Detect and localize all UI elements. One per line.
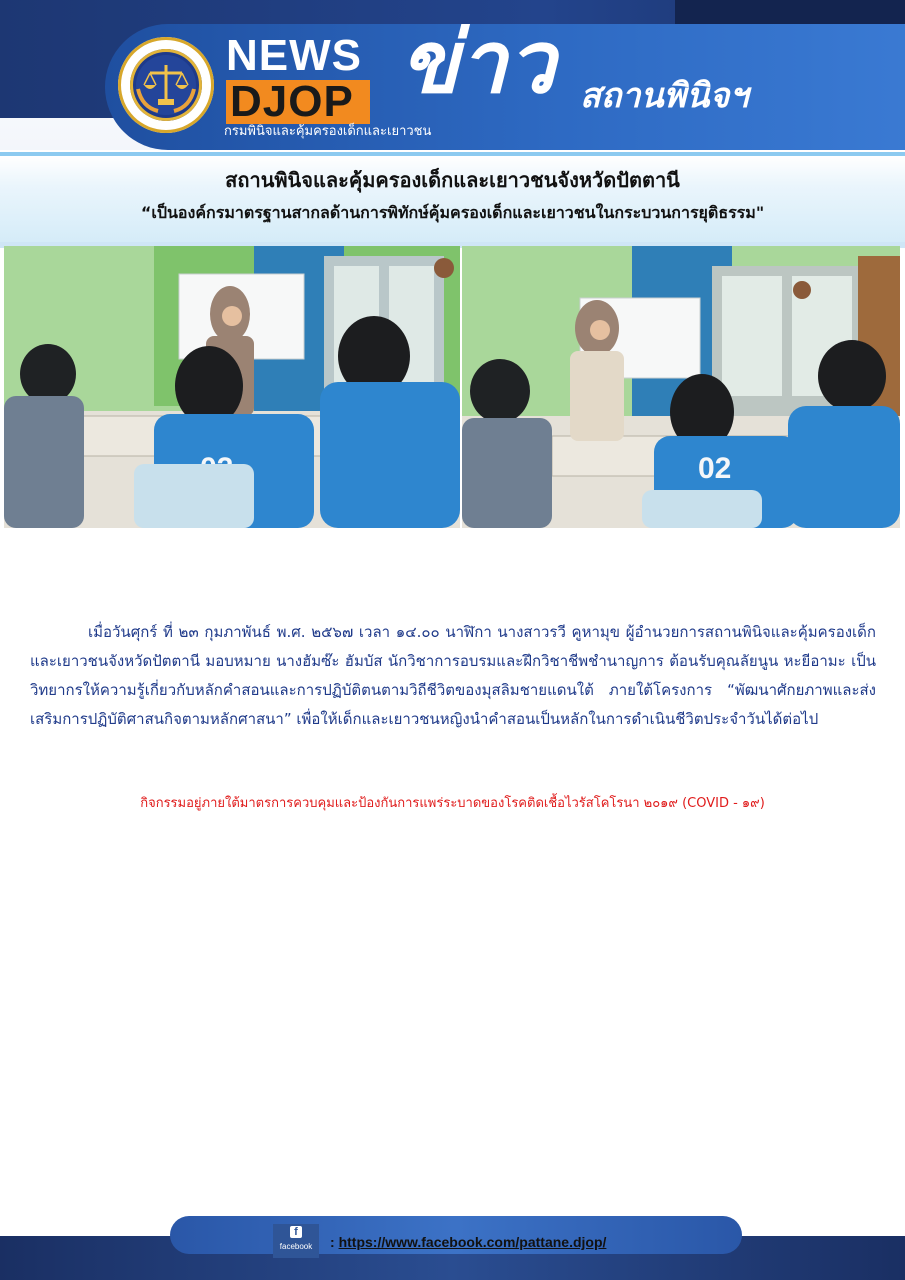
scales-emblem-icon bbox=[130, 49, 202, 121]
page-subtitle: “เป็นองค์กรมาตรฐานสากลด้านการพิทักษ์คุ้มครองเด็กและเยาวชนในกระบวนการยุติธรรม" bbox=[140, 203, 765, 222]
khao-calligraphy: ข่าว bbox=[400, 12, 556, 113]
facebook-f-icon: f bbox=[290, 1226, 302, 1238]
page-title: สถานพินิจและคุ้มครองเด็กและเยาวชนจังหวัดปัตตานี bbox=[225, 168, 680, 192]
djop-wordmark: DJOP bbox=[230, 77, 354, 126]
header-banner bbox=[0, 0, 905, 150]
photo-lecture-right bbox=[462, 246, 900, 528]
jersey-number-right: 02 bbox=[698, 452, 732, 485]
news-wordmark: NEWS bbox=[226, 31, 362, 80]
sathan-pinit-calligraphy: สถานพินิจฯ bbox=[580, 76, 749, 116]
facebook-link[interactable] bbox=[330, 1232, 606, 1252]
covid-notice: กิจกรรมอยู่ภายใต้มาตรการควบคุมและป้องกันการแพร่ระบาดของโรคติดเชื้อไวรัสโคโรนา ๒๐๑๙ (COVID - ๑๙) bbox=[140, 796, 765, 811]
facebook-url[interactable]: https://www.facebook.com/pattane.djop/ bbox=[338, 1234, 607, 1250]
agency-name: กรมพินิจและคุ้มครองเด็กและเยาวชน bbox=[224, 124, 432, 139]
link-separator: : bbox=[330, 1234, 339, 1250]
djop-logo bbox=[118, 37, 214, 133]
facebook-label: facebook bbox=[279, 1242, 313, 1251]
photo-lecture-left bbox=[4, 246, 460, 528]
article-body: เมื่อวันศุกร์ ที่ ๒๓ กุมภาพันธ์ พ.ศ. ๒๕๖๗ เวลา ๑๔.๐๐ นาฬิกา นางสาวรวี คูหามุข ผู้อำนวยการสถานพินิจและคุ้มครองเด็กและเยาวชนจังหวัดปัตตานี มอบหมาย นางฮัมซ๊ะ ฮัมบัส นักวิชาการอบรมและฝึกวิชาชีพชำนาญการ ต้อนรับคุณลัยนูน หะยีอามะ เป็นวิทยากรให้ความรู้เกี่ยวกับหลักคำสอนและการปฏิบัติตนตามวิถีชีวิตของมุสลิมชายแดนใต้ ภายใต้โครงการ “พัฒนาศักยภาพและส่งเสริมการปฏิบัติศาสนกิจตามหลักศาสนา” เพื่อให้เด็กและเยาวชนหญิงนำคำสอนเป็นหลักในการดำเนินชีวิตประจำวันได้ต่อไป bbox=[30, 623, 876, 728]
